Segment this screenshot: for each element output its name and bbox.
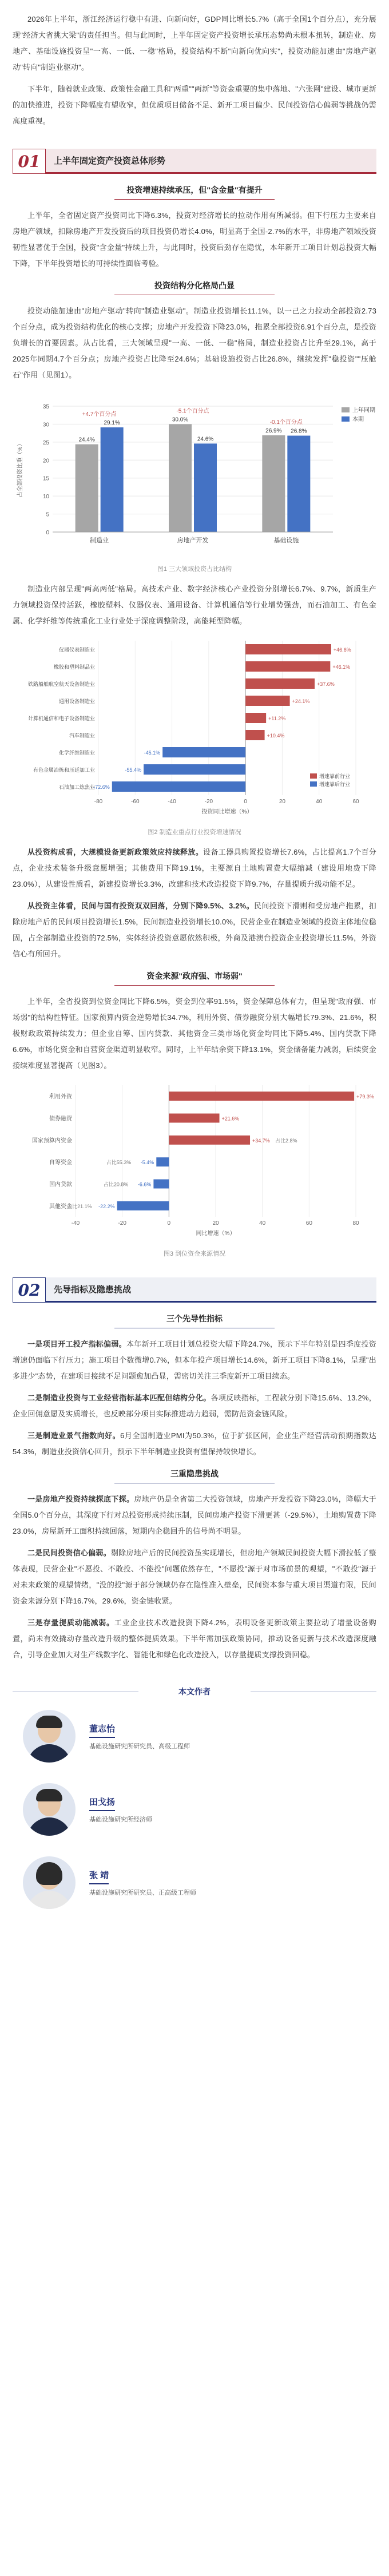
x-tick-label: -20 [204, 799, 213, 805]
paragraph-lead: 三是存量提质动能减弱。 [27, 1618, 114, 1627]
paragraph-composition [13, 844, 376, 892]
paragraph-challenge-1 [13, 1491, 376, 1539]
legend-swatch [342, 407, 350, 412]
diff-label: -5.1个百分点 [176, 408, 209, 415]
x-tick-label: -20 [118, 1220, 126, 1227]
authors-heading: 本文作者 [13, 1686, 376, 1697]
data-label: +34.7% [252, 1137, 270, 1144]
data-label: 26.9% [265, 427, 282, 434]
y-tick-label: 25 [42, 439, 49, 446]
x-tick-label: 房地产开发 [177, 537, 209, 544]
paragraph-body: 本年新开工项目计划总投资大幅下降24.7%，预示下半年特别是四季度投资增速仍面临下行压力；施工项目个数微增0.7%，但本年投产项目增长14.6%，新开工项目下降8.1%，呈现"出多进少"态势，在建项目接续不足问题愈加凸显，需密切关注三季度新开工项目续态。 [13, 1340, 376, 1380]
category-label: 自筹资金 [49, 1160, 72, 1166]
x-tick-label: 40 [259, 1220, 266, 1227]
x-tick-label: 基础设施 [273, 537, 299, 544]
bar [245, 678, 315, 689]
bar [287, 436, 310, 532]
section-number: 02 [13, 1277, 46, 1303]
bar [153, 1180, 169, 1189]
x-axis-label: 投资同比增速（%） [201, 809, 253, 815]
legend-swatch [310, 781, 317, 787]
bar [245, 696, 289, 706]
paragraph-subject [13, 898, 376, 962]
diff-label: +4.7个百分点 [82, 411, 117, 418]
paragraph-manufacturing: 制造业内部呈现"两高两低"格局。高技术产业、数字经济核心产业投资分别增长6.7%、9.7%，新质生产力领域投资保持活跃，橡胶塑料、仪器仪表、通用设备、计算机通信等行业增势强劲，而石油加工、有色金属、化学纤维等传统重化工业行业处于深度调整阶段，高能耗型降幅。 [13, 585, 376, 625]
subsection-title-leading-indicators: 三个先导性指标 [114, 1313, 275, 1328]
y-tick-label: 10 [42, 494, 49, 501]
category-label: 其他资金 [49, 1203, 72, 1210]
y-tick-label: 5 [46, 511, 49, 518]
category-label: 仪器仪表制造业 [58, 647, 95, 653]
y-tick-label: 15 [42, 475, 49, 482]
data-label: -45.1% [144, 750, 161, 756]
data-label: 30.0% [172, 416, 189, 423]
x-tick-label: -80 [94, 799, 103, 805]
data-label: -22.2% [98, 1203, 115, 1209]
category-label: 橡胶和塑料制品业 [53, 664, 95, 670]
author-card [23, 1854, 376, 1911]
paragraph-indicator-1 [13, 1336, 376, 1384]
paragraph-indicator-2 [13, 1390, 376, 1422]
category-label: 化学纤维制造业 [58, 750, 95, 756]
bar [112, 781, 245, 792]
avatar [23, 1856, 76, 1909]
category-label: 石油加工炼焦业 [58, 784, 95, 790]
data-label: -5.4% [140, 1160, 154, 1166]
x-tick-label: 20 [279, 799, 285, 805]
avatar [23, 1710, 76, 1763]
bar [169, 424, 192, 532]
category-label: 通用设备制造业 [58, 698, 95, 704]
author-card [23, 1781, 376, 1838]
chart-funding-sources [13, 1079, 376, 1245]
category-label: 有色金属冶炼和压延加工业 [33, 767, 95, 773]
paragraph-indicator-3 [13, 1428, 376, 1460]
intro-paragraph-1: 2026年上半年，浙江经济运行稳中有进、向新向好，GDP同比增长5.7%（高于全国1个百分点），充分展现"经济大省挑大梁"的责任担当。但与此同时，上半年固定资产投资增长承压态势尚未根本扭转，制造业、房地产、基础设施投资呈"一高、一低、一稳"格局，投资结构不断"向新向优向实"，投资动能加速由"房地产驱动"转向"制造业驱动"。 [13, 15, 376, 72]
paragraph-funding: 上半年，全省投资到位资金同比下降6.5%，资金到位率91.5%，资金保障总体有力，但呈现"政府强、市场弱"的结构性特征。国家预算内资金逆势增长34.7%，利用外资、债券融资分别大幅增长79.3%、21.6%，积极财政政策持续发力；但企业自筹、国内贷款、其他资金三类市场化资金均同比下降5.4%、国内贷款下降6.6%，市场化资金和自营资金渠道明显收窄。同时，上半年结余资下降13.1%，资金储备能力减弱，后续资金接续难度显著提高（见图3）。 [13, 997, 376, 1070]
legend-label: 本期 [352, 416, 364, 423]
data-label: +37.6% [317, 681, 335, 687]
x-tick-label: -40 [71, 1220, 80, 1227]
paragraph-body: 剔除房地产后的民间投资虽实现增长，但房地产领域民间投资大幅下滑拉低了整体表现，民营企业"不愿投、不敢投、不能投"问题依然存在，"不愿投"源于对市场前景的观望，"不敢投"源于对未来政策的观望情绪，"没的投"源于部分领域仍存在隐性准入壁垒，民间资本参与重大项目渠道有限，民间资金来源分别下降16.7%，29.6%，资金链收紧。 [13, 1549, 376, 1605]
category-label: 国家预算内资金 [32, 1137, 72, 1144]
paragraph-lead: 一是房地产投资持续探底下探。 [27, 1495, 134, 1503]
category-label: 债券融资 [49, 1116, 72, 1122]
chart-investment-share [13, 389, 376, 561]
y-tick-label: 20 [42, 458, 49, 465]
category-label: 利用外资 [49, 1094, 72, 1101]
paragraph-structure: 投资动能加速由"房地产驱动"转向"制造业驱动"。制造业投资增长11.1%，以一己之力拉动全部投资2.73个百分点，成为投资结构优化的核心支撑；房地产开发投资下降23.0%，拖累全部投资6.91个百分点，是投资负增长的首要因素。从占比看，三大领域呈现"一高、一低、一稳"格局，制造业投资占比升至29.1%，高于2025年同期4.7个百分点；房地产投资占比降至24.6%；基础设施投资占比26.8%，继续发挥"稳投资""压舱石"作用（见图1）。 [13, 307, 376, 379]
subsection-title-funding: 资金来源"政府强、市场弱" [114, 970, 275, 986]
x-tick-label: -60 [131, 799, 140, 805]
data-label: 29.1% [104, 420, 120, 427]
paragraph-lead: 二是制造业投资与工业经营指标基本匹配但结构分化。 [27, 1394, 211, 1402]
data-label: -55.4% [125, 767, 142, 773]
figure-3-caption: 图3 到位资金来源情况 [163, 1251, 226, 1257]
section-number: 01 [13, 149, 46, 174]
x-tick-label: -40 [168, 799, 176, 805]
legend-label: 增速靠后行业 [319, 781, 351, 787]
bar [245, 713, 266, 723]
diff-label: -0.1个百分点 [269, 419, 303, 426]
paragraph-lead: 一是项目开工投产指标偏弱。 [27, 1340, 126, 1348]
x-tick-label: 80 [352, 1220, 359, 1227]
y-axis-label: 占全部投资比重（%） [17, 440, 23, 498]
bar [194, 443, 217, 532]
x-tick-label: 60 [352, 799, 359, 805]
bar [262, 435, 285, 532]
figure-3 [13, 1079, 376, 1258]
paragraph-challenge-3 [13, 1615, 376, 1663]
x-tick-label: 40 [316, 799, 323, 805]
x-tick-label: 制造业 [90, 537, 109, 544]
bar [245, 661, 330, 672]
chart-manufacturing-growth [13, 635, 376, 824]
bar [169, 1091, 354, 1101]
bar [245, 730, 264, 740]
data-label: +46.1% [332, 664, 351, 670]
author-role: 基础设施研究所经济师 [89, 1816, 152, 1823]
category-label: 计算机通信和电子设备制造业 [27, 716, 95, 721]
x-tick-label: 60 [305, 1220, 312, 1227]
bar [144, 764, 245, 775]
author-card [23, 1708, 376, 1765]
bar [162, 747, 245, 757]
bar [169, 1136, 250, 1145]
data-label: -72.6% [93, 784, 110, 790]
section-header-1 [13, 149, 376, 174]
y-tick-label: 35 [42, 404, 49, 410]
subsection-title-investment-growth: 投资增速持续承压，但"含金量"有提升 [114, 184, 275, 200]
bar [76, 444, 98, 532]
paragraph-body: 各项反映指标，工程款分别下降15.6%、13.2%，企业回佣意愿及实质增长，也反映部分项目实际推进动力趋弱，需防范资金链风险。 [13, 1394, 376, 1418]
data-label: +21.6% [221, 1116, 240, 1122]
section-header-2 [13, 1277, 376, 1303]
data-label: 26.8% [291, 428, 307, 435]
intro-paragraph-2: 下半年，随着就业政策、政策性金融工具和"两重""两新"等资金重要的集中落地、"六张网"建设、城市更新的加快推进，投资下降幅度有望收窄，但优质项目储备不足、新开工项目偏少、民间投资信心偏弱等挑战仍需高度重视。 [13, 85, 376, 125]
paragraph-challenge-2 [13, 1545, 376, 1609]
data-label: 24.4% [78, 436, 95, 443]
data-label: +11.2% [268, 716, 286, 721]
figure-2-caption: 图2 制造业重点行业投资增速情况 [148, 829, 241, 836]
bar [156, 1157, 169, 1166]
author-name: 田戈扬 [89, 1796, 115, 1811]
bar [117, 1201, 169, 1210]
share-label: 占比20.8% [103, 1181, 129, 1188]
paragraph-body: 房地产仍是全省第二大投资领域，房地产开发投资下降23.0%，降幅大于全国5.0个百分点，其深度下行对总投资形成持续压制，民间房地产投资下滑更甚（-29.5%），土地购置费下降23.0%，房屋新开工面积持续回落，短期内企稳回升的信号尚不明显。 [13, 1495, 376, 1535]
bar [245, 644, 331, 654]
data-label: +24.1% [292, 698, 310, 704]
avatar [23, 1783, 76, 1836]
paragraph-investment-growth: 上半年，全省固定资产投资同比下降6.3%，投资对经济增长的拉动作用有所减弱。但下行压力主要来自房地产领域，扣除房地产开发投资后的项目投资仍增长4.0%，明显高于全国-2.7%的水平，非房地产领域投资韧性显著优于全国，投资"含金量"持续上升，与此同时，投资后劲存在隐忧，本年新开工项目计划总投资大幅下降，下半年投资增长的可持续性面临考验。 [13, 211, 376, 268]
author-role: 基础设施研究所研究员、正高级工程师 [89, 1889, 196, 1896]
paragraph-lead: 三是制造业景气指数向好。 [27, 1431, 121, 1440]
subsection-title-structure: 投资结构分化格局凸显 [114, 280, 275, 295]
bar [101, 427, 124, 532]
paragraph-body: 工业企业技术改造投资下降4.2%，表明设备更新政策主要拉动了增量设备购置，尚未有效撬动存量改造升级的整体提质效果。下半年需加强政策协同，推动设备更新与技术改造深度融合，引导企业加大对生产线数字化、智能化和绿色化改造投入，以存量提质支撑投资回稳。 [13, 1618, 376, 1659]
paragraph-body: 6月全国制造业PMI为50.3%，位于扩张区间，企业生产经营活动预期指数达54.3%，制造业投资信心回升，预示下半年制造业投资有望保持较快增长。 [13, 1431, 377, 1456]
figure-1-caption: 图1 三大领域投资占比结构 [157, 566, 232, 573]
share-label: 占比55.3% [106, 1160, 132, 1166]
author-role: 基础设施研究所研究员、高级工程师 [89, 1743, 190, 1750]
data-label: 24.6% [197, 436, 214, 443]
figure-2 [13, 635, 376, 836]
bar [169, 1114, 219, 1123]
data-label: +46.6% [333, 647, 351, 653]
author-name: 董志怡 [89, 1722, 115, 1738]
category-label: 汽车制造业 [69, 733, 95, 739]
category-label: 铁路船舶航空航天设备制造业 [27, 681, 95, 687]
x-axis-label: 同比增速（%） [196, 1231, 236, 1237]
data-label: +79.3% [356, 1094, 374, 1100]
paragraph-body: 设备工器具购置投资增长7.6%，占比提高1.7个百分点，企业技术装备升级意愿增强；其他费用下降19.1%，主要源自土地购置费大幅缩减（建设用地费下降23.0%），从建设性质看，新建投资增长3.3%，改建和技术改造投资下降9.7%，存量提质升级动能不足。 [13, 848, 376, 888]
x-tick-label: 0 [244, 799, 247, 805]
figure-1 [13, 389, 376, 573]
section-title: 先导指标及隐患挑战 [46, 1277, 376, 1303]
y-tick-label: 0 [46, 530, 49, 536]
subsection-title-challenges: 三重隐患挑战 [114, 1468, 275, 1483]
y-tick-label: 30 [42, 422, 49, 428]
data-label: -6.6% [137, 1181, 152, 1188]
author-name: 张 靖 [89, 1869, 109, 1884]
legend-label: 增速靠前行业 [319, 773, 351, 779]
share-label: 占比2.8% [275, 1137, 297, 1144]
share-label: 占比21.1% [67, 1203, 92, 1209]
legend-swatch [342, 416, 350, 422]
paragraph-lead: 二是民间投资信心偏弱。 [27, 1549, 111, 1557]
section-title: 上半年固定资产投资总体形势 [46, 149, 376, 174]
paragraph-lead: 从投资构成看，大规模设备更新政策效应持续释放。 [27, 848, 204, 856]
legend-label: 上年同期 [352, 407, 375, 414]
x-tick-label: 0 [167, 1220, 171, 1227]
paragraph-body: 民间投资下滑则和受房地产拖累，扣除房地产后的民间项目投资增长1.5%，民间制造业投资增长10.0%，民营企业在制造业领域的投资主体地位稳固，占全部制造业投资的72.5%，实体经济投资意愿依然积极，外商及港澳台投资企业投资增长11.5%，外资信心有所回升。 [13, 902, 376, 958]
intro-section [0, 0, 389, 129]
paragraph-lead: 从投资主体看，民间与国有投资双双回落，分别下降9.5%、3.2%。 [27, 902, 254, 910]
x-tick-label: 20 [212, 1220, 219, 1227]
data-label: +10.4% [267, 733, 285, 739]
category-label: 国内贷款 [49, 1181, 72, 1188]
legend-swatch [310, 773, 317, 779]
